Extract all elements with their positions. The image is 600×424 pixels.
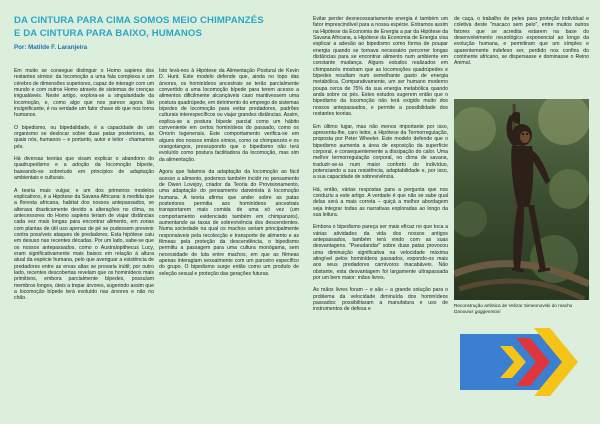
species-name: Danuvius guggenmosi bbox=[454, 308, 501, 314]
paragraph: Evitar perder desnecessariamente energia é também um fator imprescindível para a nossa espécie. Entramos assim na Hipótese da Economia de Energia a par da Hipótese da Savana Africana, a Hipótese da Economia de Energia visa explicar a adesão ao bipedismo como forma de poupar energia quando se tornava necessário percorrer longas distâncias para se encontrar alimento num ambiente em constante mudança. Alguns estudos realizados em chimpanzés mostram que as locomoções quadrúpedes e bípedes resultam num semelhante gasto de energia metabólica. Comparativamente, um ser humano moderno poupa cerca de 75% da sua energia metabólica quando anda sobre os pés. Estes estudos sugerem então que o bipedismo da locomoção não terá exigido muito dos nossos antepassados, e permite a possibilidade dos restantes teorias. bbox=[313, 16, 448, 118]
paragraph: As mãos livres foram – e são – a grande solução para o problema da velocidade diminuída dos hominídeos passados: possibilitaram a manufatura e uso de instrumentos de defesa e bbox=[313, 287, 448, 313]
paragraph: Embora o bipedismo pareça ser mais eficaz no que toca a várias atividades da vida dos nossos antigos antepassados, também terá vindo com as suas desvantagens. "Pseudandar" sobre duas patas provocou uma diminuição significativa na velocidade máxima atingível pelos hominídeos passados, expondo-os mais aos seus predadores carnívoros inacabáveis. Não obstante, esta desvantagem foi largamente ultrapassada por um bem maior: mãos livres. bbox=[313, 224, 448, 282]
column-3 bbox=[313, 16, 448, 319]
column-1 bbox=[14, 68, 154, 308]
title-line-1: DA CINTURA PARA CIMA SOMOS MEIO CHIMPANZÉS bbox=[14, 15, 264, 26]
paragraph: O bipedismo, ou bipedalidade, é a capacidade de um organismo se deslocar sobre duas patas posteriores, as quais nós, humanos – e portanto, autor e leitor - chamamos pés. bbox=[14, 124, 154, 150]
article-title bbox=[14, 14, 314, 40]
hominid-illustration bbox=[454, 99, 589, 300]
paragraph: de caça, o trabalho de peles para proteção individual e coletiva deste "macaco sem pelo", entre muitos outros fatores que se acredita estarem na base do desenvolvimento neurológico exponencial ao longo da evolução humana, e permitiram que um símples e aparentemente indefeso ser, perdido nos confins do continente africano, se dispersasse e dominasse o Reino Animal. bbox=[454, 16, 589, 67]
chimpanzee-reconstruction-photo bbox=[454, 99, 589, 300]
paragraph: A teoria mais vulgar, e um dos primeiros modelos explicativos, é a Hipótese da Savana Africana: à medida que a floresta africana, habitat dos nossos antepassados, se alterava drasticamente devido a alterações no clima, os antecessores do Homo sapiens teriam de viajar distâncias cada vez mais longas para encontrar alimento, em zonas com plantas de útil uso apenas de pé se pudessem prevenir contra possíveis ataques de predadores. Esta hipótese caiu em desuso nas recentes décadas. Por um lado, sabe-se que os nossos antepassados, como o Australopithecus Lucy, eram significativamente mais baixos em relação à altura atual da espécie humana, pelo que averiguar a existência de predadores entre as ervas altas se provaria inútil; por outro lado, recentes descobertas revelam que os hominídeos mais primitivos, embora parcialmente bípedes, possuíam membros longos, úteis a trepar árvores, sugerindo assim que a locomoção bípede terá evoluído nas árvores e não no chão. bbox=[14, 187, 154, 302]
paragraph: Agora que falamos da adaptação da locomoção ao fácil acesso a alimento, podemos também incidir no pensamento de Owen Lovejoy, criador da Teoria do Provisionamento, uma adaptação do pensamento darwinista à locomoção humana. A teoria afirma que ander sobre as patas posteriores permitia aos hominídeos ancestrais transportarem mais comida de uma só vez (um comportamento evidenciado também em chimpanzés), aumentando as taxas de sobrevivência dos descendentes. Numa sociedade na qual os machos seriam principalmente responsáveis pela recolecção e transporte de alimento e as fêmeas pela proteção da descendência, o bipedismo permitiu a passagem para uma cultura monógama, sem necessidade de luta entre machos, em que as fêmeas apenas interagiam sexualmente com um parceiro específico do grupo. O bipedismo surge então como um produto de seleção sexual e proteção das gerações futuras. bbox=[159, 169, 299, 277]
title-line-2: E DA CINTURA PARA BAIXO, HUMANOS bbox=[14, 28, 202, 39]
paragraph: Isto levá-nos à Hipótese da Alimentação Postural de Kevin D. Hunt. Este modelo defende que, ainda no topo das árvores, os hominídeos ancestrais se terão parcialmente convertido a uma locomoção bípede para terem acesso a alimentos dificilmente alcançáveis caso mantivessem uma postura quadrúpede, em detrimento do emprego de sistemas bípedes de locomoção para evitar predadores, padrões culturais interespecíficos ou viajar grandes distâncias. Assim, explica-se a postura bípede parcial como um hábito conveniente em certos hominídeos do passado, como os Orrorin tugenensis. Este comportamento verifica-se em alguns dos nossos irmãos símios, como os chimpanzés e os orangotangos, pressupondo que o bipedismo não terá evoluído como postura facilitadora da locomoção, mas sim da alimentação. bbox=[159, 68, 299, 163]
paragraph: Em muito se consegue distinguir o Homo sapiens dos restantes símios: da locomoção a uma fala complexa e um cérebro de dimensões superiores, capaz de interagir com um mundo e com outros Homo através de sistemas de crenças inigualáveis. Neste artigo, explora-se a singularidade da locomoção, e, como algo que nos parece agora tão insignificante, é na verdade um fator chave do que nos torna humanos. bbox=[14, 68, 154, 119]
column-4 bbox=[454, 16, 589, 73]
paragraph: Há, então, várias respostas para a pergunta que nos conduziu a este artigo. A verdade é que não se sabe qual delas será a mais correta – quiçá a melhor abordagem seja integrar todas as narrativas exploradas ao longo da sua leitura. bbox=[313, 186, 448, 218]
author-byline: Por: Matilde F. Laranjeira bbox=[14, 44, 88, 51]
paragraph: Há diversas teorias que visam explicar o abandono do quadrupedismo e a adoção da locomoção bípede, baseando-se sobretudo em princípios de adaptação ambientais e culturais. bbox=[14, 156, 154, 182]
decorative-arrow-graphic bbox=[460, 320, 595, 405]
column-2 bbox=[159, 68, 299, 283]
paragraph: Em último lugar, mas não menos importante por isso, apresenta-lhe, caro leitor, a Hipótese da Termorregulação, proposta por Peter Wheeler. Este modelo defende que o bipedismo aumenta a área de exposição da superfície corporal, e consequentemente a dissipação do calor. Uma melhor termorregulação corporal, no clima de savana, traduzir-se-ia num maior conforto do indivíduo, potenciando a sua resistência, adaptabilidade e, por isso, a sua capacidade de sobrevivência. bbox=[313, 123, 448, 181]
photo-caption: Reconstrução artística de Velizar Simeonovski do macho Danuvius guggenmosi bbox=[454, 303, 573, 314]
